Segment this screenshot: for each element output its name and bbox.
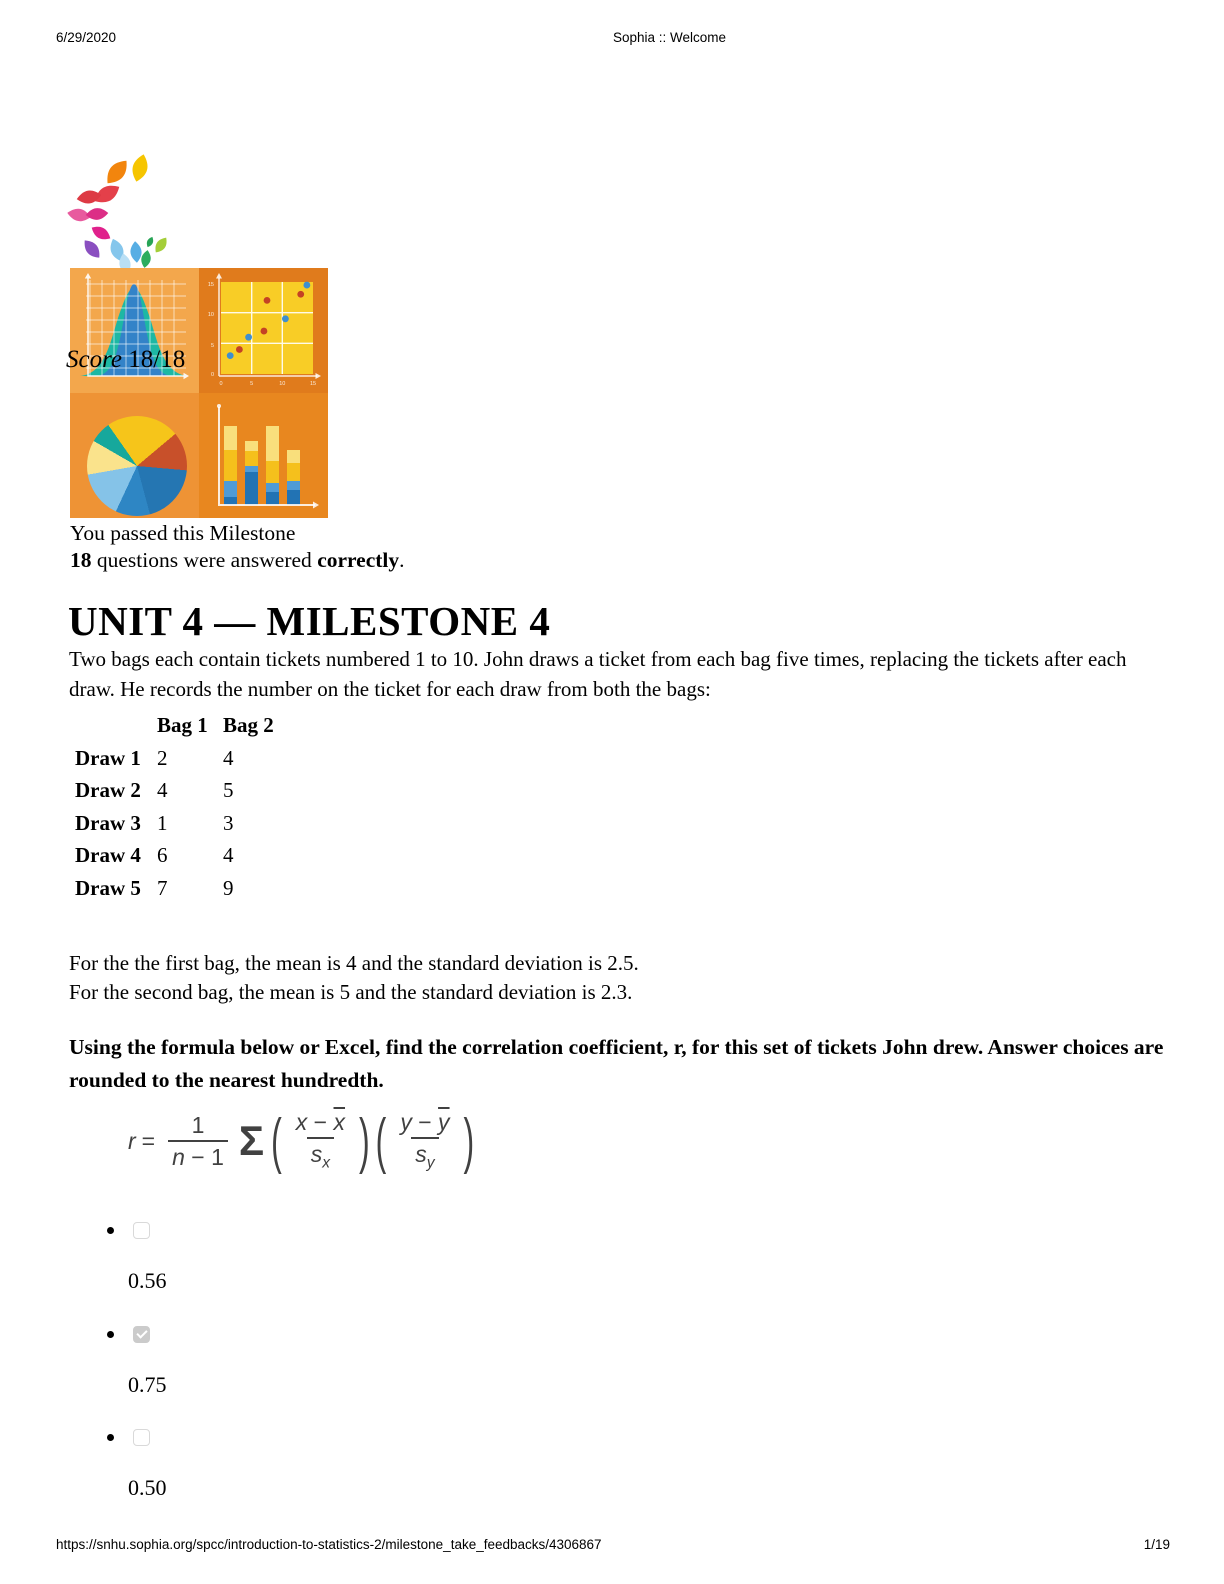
option-label: 0.75 [128, 1372, 167, 1397]
option-label: 0.50 [128, 1475, 167, 1500]
formula-lhs: r [128, 1127, 136, 1154]
score-label: Score [66, 346, 122, 373]
option-checkbox[interactable] [133, 1222, 150, 1239]
y-tick: 5 [210, 343, 214, 349]
list-bullet [107, 1434, 114, 1441]
milestone-title: UNIT 4 — MILESTONE 4 [68, 598, 551, 645]
y-term-fraction: $\frac{y - \overline{y}}{s_y}$ [400, 1109, 450, 1172]
bell-curve-tile [70, 268, 199, 393]
table-header-row [75, 713, 289, 746]
sigma-symbol: Σ [238, 1117, 265, 1164]
column-header-bag1: Bag 1 [157, 713, 208, 737]
x-tick: 0 [219, 381, 223, 387]
question-prompt: Using the formula below or Excel, find the correlation coefficient, r, for this set of tickets John drew. Answer choices are rounded to the nearest hundredth. [69, 1035, 1164, 1092]
statistics-charts-image [70, 268, 328, 518]
correlation-formula: r = $\frac{1}{n - 1}$ Σ ( $\frac{x - \overline{x}}{s_x}$ ) ( $\frac{y - \overline{y}}{s_y}$ ) [128, 1105, 475, 1175]
table-row: Draw 5 7 9 [75, 875, 234, 900]
list-bullet [107, 1227, 114, 1234]
bag1-stats-line: For the the first bag, the mean is 4 and the standard deviation is 2.5. [69, 951, 639, 975]
pie-chart [87, 416, 187, 516]
table-row: Draw 1 2 4 [75, 745, 234, 770]
y-tick: 15 [207, 282, 214, 288]
x-bar: $\overline{x}$ [333, 1109, 346, 1136]
y-tick: 0 [210, 372, 214, 378]
list-bullet [107, 1331, 114, 1338]
pie-chart-tile [70, 393, 199, 518]
table-row: Draw 4 6 4 [75, 843, 234, 867]
x-tick: 10 [279, 381, 286, 387]
answer-option [107, 1222, 167, 1294]
bag2-stats-line: For the second bag, the mean is 5 and the standard deviation is 2.3. [69, 980, 633, 1004]
passed-milestone-text: You passed this Milestone [70, 521, 296, 545]
x-tick: 15 [309, 381, 317, 387]
table-row: Draw 3 1 3 [75, 810, 234, 835]
bar-chart-tile [199, 393, 328, 518]
scatter-plot-tile [199, 268, 328, 393]
option-checkbox-selected[interactable] [133, 1326, 150, 1343]
stats-text [69, 949, 639, 1007]
table-row: Draw 2 4 5 [75, 778, 234, 802]
print-header-date: 6/29/2020 [56, 30, 117, 45]
sophia-logo [66, 148, 178, 268]
main-fraction: $\frac{1}{n - 1}$ [168, 1112, 228, 1170]
sophia-logo-leaves [67, 154, 168, 268]
print-footer-page-number: 1/19 [1143, 1537, 1170, 1552]
correctly-text: correctly [317, 548, 400, 572]
draw-table [75, 713, 289, 908]
print-footer-url: https://snhu.sophia.org/spcc/introduction-to-statistics-2/milestone_take_feedbacks/4306867 [56, 1537, 602, 1552]
answer-option [107, 1326, 167, 1398]
print-header-title: Sophia :: Welcome [613, 30, 727, 45]
intro-paragraph: Two bags each contain tickets numbered 1 to 10. John draws a ticket from each bag five times, replacing the tickets after each draw. He records the number on the ticket for each draw from both the bags: [69, 647, 1127, 701]
x-term-fraction: $\frac{x - \overline{x}}{s_x}$ [295, 1109, 346, 1172]
questions-count: 18 [70, 548, 92, 572]
y-bar: $\overline{y}$ [438, 1109, 450, 1136]
answer-option [107, 1429, 167, 1501]
score-value: 18/18 [128, 346, 186, 373]
option-checkbox[interactable] [133, 1429, 150, 1446]
x-tick: 5 [250, 381, 254, 387]
score-text [66, 346, 185, 374]
option-label: 0.56 [128, 1268, 167, 1293]
questions-summary: 18 questions were answered correctly. [70, 548, 405, 572]
column-header-bag2: Bag 2 [223, 713, 274, 737]
y-tick: 10 [207, 312, 214, 318]
